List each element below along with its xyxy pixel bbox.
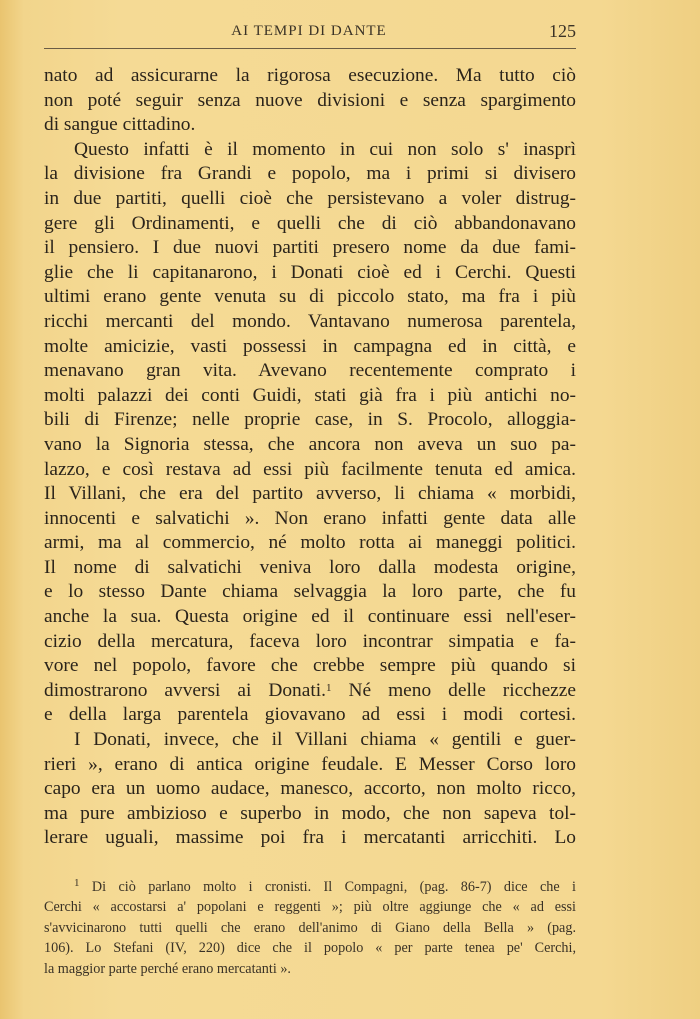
- text-line: I Donati, invece, che il Villani chiama « gentili e guer-: [74, 729, 576, 751]
- text-line: innocenti e salvatichi ». Non erano infatti gente data alle: [44, 507, 576, 529]
- footnote-marker: 1: [74, 877, 80, 889]
- text-line: il pensiero. I due nuovi partiti presero nome da due fami-: [44, 237, 576, 259]
- running-title: AI TEMPI DI DANTE: [231, 23, 387, 39]
- text-line: glie che li capitanarono, i Donati cioè ed i Cerchi. Questi: [44, 261, 576, 283]
- text-line: anche la sua. Questa origine ed il continuare essi nell'eser-: [44, 606, 576, 628]
- text-line: e della larga parentela giovavano ad essi i modi cortesi.: [44, 704, 576, 726]
- text-line-start: dimostrarono avversi ai Donati.: [44, 679, 326, 701]
- text-line: vore nel popolo, favore che crebbe sempre più quando si: [44, 655, 576, 677]
- footnote-line: la maggior parte perché erano mercatanti ».: [44, 960, 291, 977]
- text-line: menavano gran vita. Avevano recentemente comprato i: [44, 360, 576, 382]
- footnote-line: [44, 877, 576, 897]
- header-rule: [44, 48, 576, 49]
- footnote-text: Di ciò parlano molto i cronisti. Il Compagni, (pag. 86-7) dice che i: [79, 879, 576, 895]
- page-number: 125: [549, 21, 576, 41]
- text-line-end: Né meno delle ricchezze: [331, 679, 576, 701]
- text-line-with-note: [44, 679, 576, 704]
- text-line: molte amicizie, vasti possessi in campagna ed in città, e: [44, 335, 576, 357]
- body-text: [44, 64, 576, 851]
- footnote-line: s'avvicinarono tutti quelli che erano dell'animo di Giano della Bella » (pag.: [44, 919, 576, 936]
- text-line: di sangue cittadino.: [44, 114, 196, 136]
- text-line: gere gli Ordinamenti, e quelli che di ciò abbandonavano: [44, 212, 576, 234]
- text-line: nato ad assicurarne la rigorosa esecuzione. Ma tutto ciò: [44, 65, 576, 86]
- text-line: Questo infatti è il momento in cui non solo s' inasprì: [74, 138, 576, 160]
- text-line: ma pure ambizioso e superbo in modo, che non sapeva tol-: [44, 802, 576, 824]
- page-header: [44, 20, 574, 46]
- text-line: ricchi mercanti del mondo. Vantavano numerosa parentela,: [44, 310, 576, 332]
- text-line: ultimi erano gente venuta su di piccolo stato, ma fra i più: [44, 286, 576, 308]
- footnote-line: 106). Lo Stefani (IV, 220) dice che il popolo « per parte tenea pe' Cerchi,: [44, 940, 576, 957]
- text-line: lazzo, e così restava ad essi più facilmente tenuta ed amica.: [44, 458, 576, 480]
- footnote-ref: 1: [325, 681, 332, 694]
- footnote: [44, 877, 576, 979]
- text-line: capo era un uomo audace, manesco, accorto, non molto ricco,: [44, 778, 576, 800]
- text-line: non poté seguir senza nuove divisioni e senza spargimento: [44, 89, 576, 111]
- text-line: e lo stesso Dante chiama selvaggia la loro parte, che fu: [44, 581, 576, 603]
- text-line: rieri », erano di antica origine feudale. E Messer Corso loro: [44, 753, 576, 775]
- text-line: armi, ma al commercio, né molto rotta ai maneggi politici.: [44, 532, 576, 554]
- text-line: molti palazzi dei conti Guidi, stati già fra i più antichi no-: [44, 384, 576, 406]
- text-line: cizio della mercatura, faceva loro incontrar simpatia e fa-: [44, 630, 576, 652]
- text-line: la divisione fra Grandi e popolo, ma i primi si divisero: [44, 163, 576, 185]
- text-line: bili di Firenze; nelle proprie case, in S. Procolo, alloggia-: [44, 409, 576, 431]
- text-line: Il Villani, che era del partito avverso, li chiama « morbidi,: [44, 483, 576, 505]
- text-line: in due partiti, quelli cioè che persistevano a voler distrug-: [44, 187, 576, 209]
- text-line: vano la Signoria stessa, che ancora non aveva un suo pa-: [44, 433, 576, 455]
- text-line: Il nome di salvatichi veniva loro dalla modesta origine,: [44, 556, 576, 578]
- text-line: lerare uguali, massime poi fra i mercatanti arricchiti. Lo: [44, 827, 576, 849]
- footnote-line: Cerchi « accostarsi a' popolani e reggenti »; più oltre aggiunge che « ad essi: [44, 899, 576, 916]
